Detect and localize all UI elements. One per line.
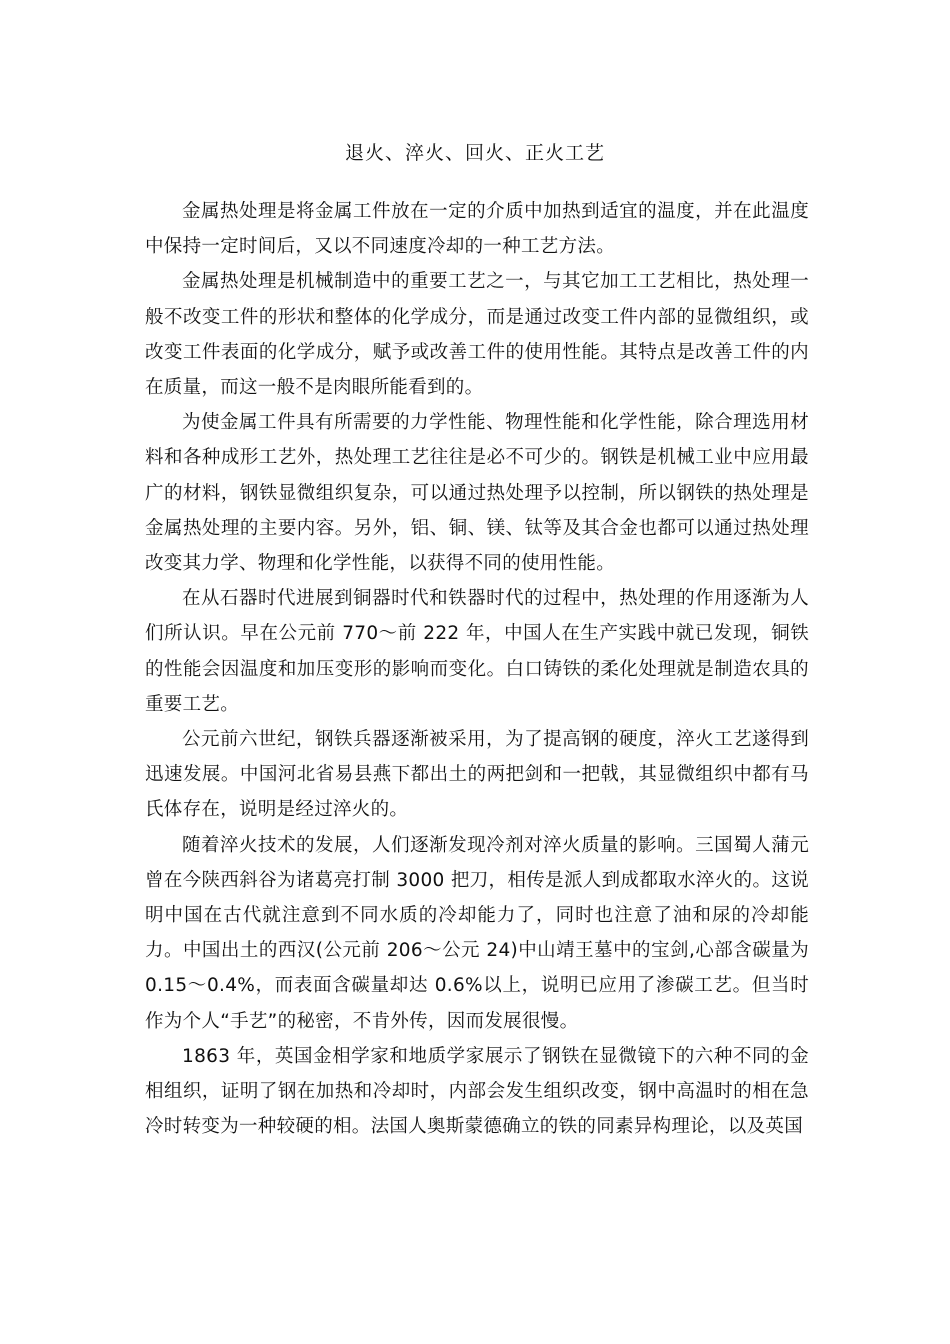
page-title: 退火、淬火、回火、正火工艺 xyxy=(344,142,605,164)
document-body xyxy=(145,194,809,1144)
paragraph: 金属热处理是将金属工件放在一定的介质中加热到适宜的温度，并在此温度中保持一定时间后，又以不同速度冷却的一种工艺方法。 xyxy=(145,201,809,258)
paragraph: 公元前六世纪，钢铁兵器逐渐被采用，为了提高钢的硬度，淬火工艺遂得到迅速发展。中国河北省易县燕下都出土的两把剑和一把戟，其显微组织中都有马氏体存在，说明是经过淬火的。 xyxy=(145,729,809,821)
paragraph: 1863 年，英国金相学家和地质学家展示了钢铁在显微镜下的六种不同的金相组织，证明了钢在加热和冷却时，内部会发生组织改变，钢中高温时的相在急冷时转变为一种较硬的相。法国人奥斯蒙德确立的铁的同素异构理论，以及英国 xyxy=(145,1045,809,1138)
paragraph: 金属热处理是机械制造中的重要工艺之一，与其它加工工艺相比，热处理一般不改变工件的形状和整体的化学成分，而是通过改变工件内部的显微组织，或改变工件表面的化学成分，赋予或改善工件的使用性能。其特点是改善工件的内在质量，而这一般不是肉眼所能看到的。 xyxy=(145,271,809,399)
paragraph: 为使金属工件具有所需要的力学性能、物理性能和化学性能，除合理选用材料和各种成形工艺外，热处理工艺往往是必不可少的。钢铁是机械工业中应用最广的材料，钢铁显微组织复杂，可以通过热处理予以控制，所以钢铁的热处理是金属热处理的主要内容。另外，铝、铜、镁、钛等及其合金也都可以通过热处理改变其力学、物理和化学性能，以获得不同的使用性能。 xyxy=(145,412,809,575)
paragraph: 在从石器时代进展到铜器时代和铁器时代的过程中，热处理的作用逐渐为人们所认识。早在公元前 770～前 222 年，中国人在生产实践中就已发现，铜铁的性能会因温度和加压变形的影响而变化。白口铸铁的柔化处理就是制造农具的重要工艺。 xyxy=(145,588,809,715)
paragraph: 随着淬火技术的发展，人们逐渐发现冷剂对淬火质量的影响。三国蜀人蒲元曾在今陕西斜谷为诸葛亮打制 3000 把刀，相传是派人到成都取水淬火的。这说明中国在古代就注意到不同水质的冷却能力了，同时也注意了油和尿的冷却能力。中国出土的西汉(公元前 206～公元 24)中山靖王墓中的宝剑,心部含碳量为 0.15～0.4%，而表面含碳量却达 0.6%以上，说明已应用了渗碳工艺。但当时作为个人“手艺”的秘密，不肯外传，因而发展很慢。 xyxy=(145,834,809,1032)
